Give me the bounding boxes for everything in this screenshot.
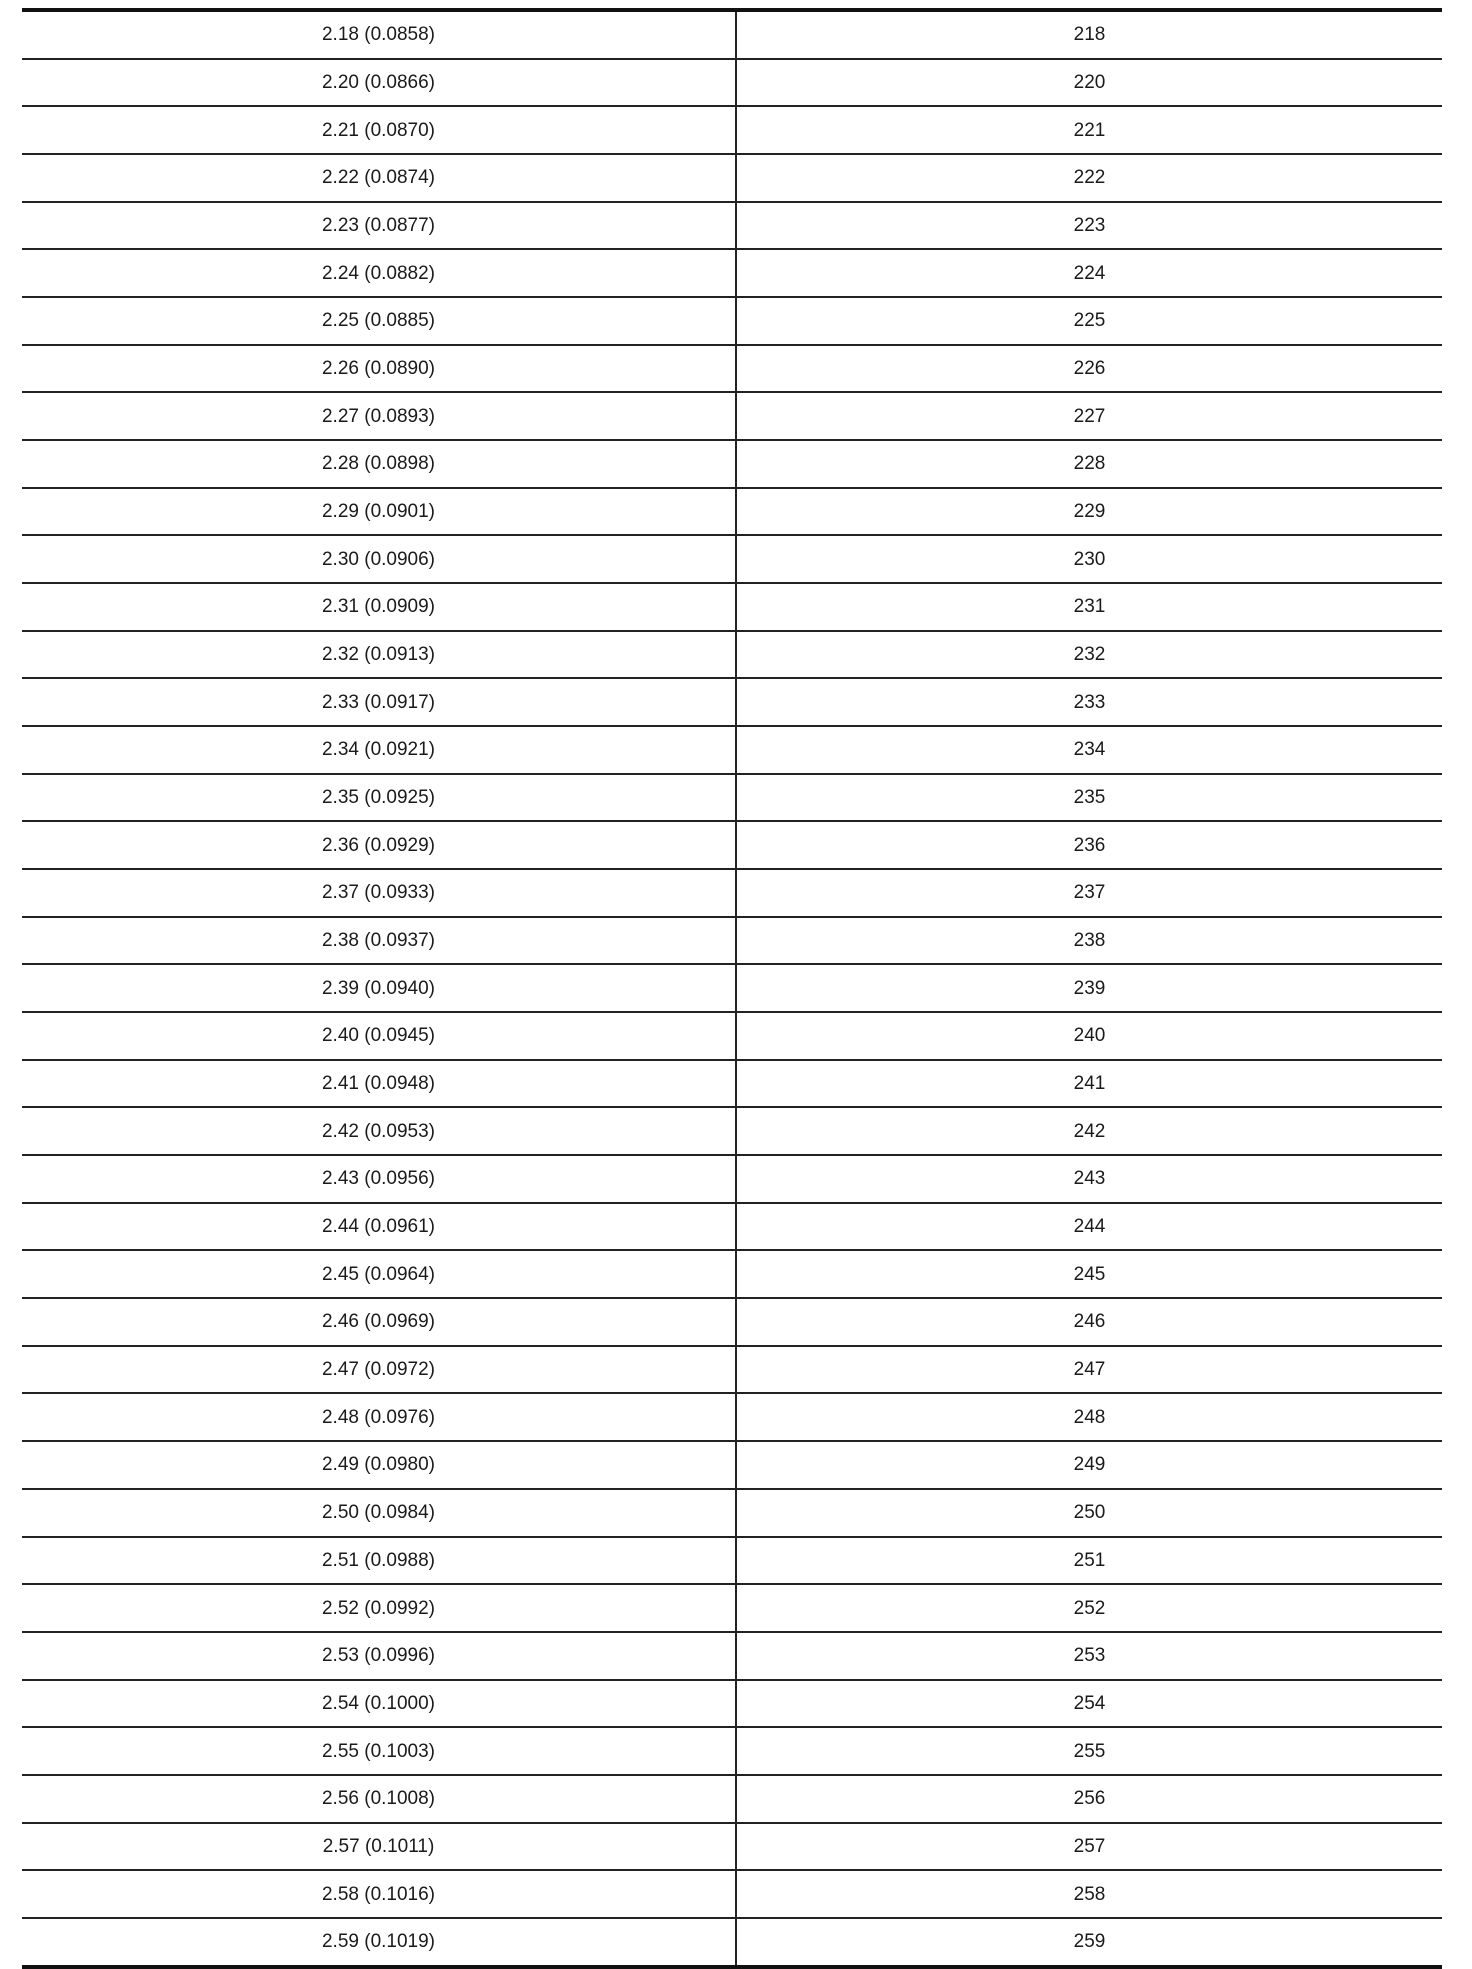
cell-value: 243 — [736, 1155, 1442, 1203]
table-row — [22, 345, 1442, 393]
cell-measurement: 2.33 (0.0917) — [22, 678, 736, 726]
cell-measurement: 2.23 (0.0877) — [22, 202, 736, 250]
table-row — [22, 1298, 1442, 1346]
cell-value: 259 — [1073, 1931, 1106, 1953]
cell-value: 251 — [736, 1537, 1442, 1585]
table-row — [22, 1727, 1442, 1775]
cell-measurement: 2.25 (0.0885) — [22, 297, 736, 345]
cell-measurement: 2.31 (0.0909) — [22, 583, 736, 631]
cell-measurement: 2.44 (0.0961) — [22, 1203, 736, 1251]
table-row — [22, 1918, 1442, 1965]
table-row — [22, 1680, 1442, 1728]
cell-measurement: 2.57 (0.1011) — [22, 1823, 736, 1871]
table-row — [22, 1250, 1442, 1298]
table-row — [22, 583, 1442, 631]
table-row — [22, 1870, 1442, 1918]
table-row — [22, 1632, 1442, 1680]
table-row — [22, 249, 1442, 297]
cell-measurement: 2.43 (0.0956) — [22, 1155, 736, 1203]
cell-measurement: 2.36 (0.0929) — [22, 821, 736, 869]
cell-value: 233 — [736, 678, 1442, 726]
cell-value: 236 — [736, 821, 1442, 869]
cell-value: 258 — [736, 1870, 1442, 1918]
table-row — [22, 1346, 1442, 1394]
cell-measurement: 2.46 (0.0969) — [22, 1298, 736, 1346]
cell-value: 256 — [736, 1775, 1442, 1823]
table-row — [22, 106, 1442, 154]
table-row — [22, 1584, 1442, 1632]
table-row — [22, 1012, 1442, 1060]
table-row — [22, 392, 1442, 440]
table-row — [22, 440, 1442, 488]
cell-value: 253 — [736, 1632, 1442, 1680]
cell-value: 223 — [736, 202, 1442, 250]
cell-value: 222 — [736, 154, 1442, 202]
cell-value: 249 — [736, 1441, 1442, 1489]
cell-measurement: 2.28 (0.0898) — [22, 440, 736, 488]
cell-value: 231 — [736, 583, 1442, 631]
table-row — [22, 678, 1442, 726]
cell-measurement: 2.45 (0.0964) — [22, 1250, 736, 1298]
cell-measurement: 2.22 (0.0874) — [22, 154, 736, 202]
cell-value: 238 — [736, 917, 1442, 965]
table-row — [22, 964, 1442, 1012]
cell-measurement: 2.51 (0.0988) — [22, 1537, 736, 1585]
cell-value: 242 — [736, 1107, 1442, 1155]
table-row — [22, 631, 1442, 679]
cell-value: 241 — [736, 1060, 1442, 1108]
table-row — [22, 488, 1442, 536]
table-row — [22, 821, 1442, 869]
cell-value: 237 — [736, 869, 1442, 917]
cell-value: 254 — [736, 1680, 1442, 1728]
cell-measurement: 2.21 (0.0870) — [22, 106, 736, 154]
cell-value: 230 — [736, 535, 1442, 583]
table-row — [22, 1441, 1442, 1489]
cell-measurement: 2.56 (0.1008) — [22, 1775, 736, 1823]
cell-measurement: 2.32 (0.0913) — [22, 631, 736, 679]
table-row — [22, 917, 1442, 965]
cell-value: 227 — [736, 392, 1442, 440]
conversion-table-grid — [22, 12, 1442, 1965]
table-row — [22, 1537, 1442, 1585]
cell-measurement: 2.40 (0.0945) — [22, 1012, 736, 1060]
cell-measurement: 2.59 (0.1019) — [22, 1918, 736, 1965]
cell-value: 247 — [736, 1346, 1442, 1394]
table-row — [22, 1203, 1442, 1251]
table-row — [22, 297, 1442, 345]
cell-measurement: 2.52 (0.0992) — [22, 1584, 736, 1632]
table-row — [22, 774, 1442, 822]
cell-value: 255 — [736, 1727, 1442, 1775]
cell-measurement: 2.26 (0.0890) — [22, 345, 736, 393]
cell-value: 240 — [736, 1012, 1442, 1060]
cell-measurement: 2.50 (0.0984) — [22, 1489, 736, 1537]
table-body — [22, 12, 1442, 1965]
cell-value: 226 — [736, 345, 1442, 393]
table-row — [22, 1393, 1442, 1441]
cell-measurement: 2.42 (0.0953) — [22, 1107, 736, 1155]
cell-measurement: 2.41 (0.0948) — [22, 1060, 736, 1108]
cell-measurement: 2.34 (0.0921) — [22, 726, 736, 774]
cell-value: 228 — [736, 440, 1442, 488]
table-row — [22, 1489, 1442, 1537]
table-row — [22, 154, 1442, 202]
cell-value: 252 — [736, 1584, 1442, 1632]
table-row — [22, 1775, 1442, 1823]
conversion-table — [22, 8, 1442, 1969]
cell-measurement: 2.58 (0.1016) — [22, 1870, 736, 1918]
cell-value: 234 — [736, 726, 1442, 774]
cell-measurement: 2.39 (0.0940) — [22, 964, 736, 1012]
cell-value: 232 — [736, 631, 1442, 679]
cell-value: 250 — [736, 1489, 1442, 1537]
cell-value: 225 — [736, 297, 1442, 345]
cell-value: 246 — [736, 1298, 1442, 1346]
cell-value: 220 — [736, 59, 1442, 107]
cell-measurement: 2.47 (0.0972) — [22, 1346, 736, 1394]
cell-measurement: 2.38 (0.0937) — [22, 917, 736, 965]
cell-value: 239 — [736, 964, 1442, 1012]
table-row — [22, 1107, 1442, 1155]
cell-measurement: 2.49 (0.0980) — [22, 1441, 736, 1489]
cell-measurement: 2.54 (0.1000) — [22, 1680, 736, 1728]
table-row — [22, 1060, 1442, 1108]
cell-value: 257 — [736, 1823, 1442, 1871]
cell-measurement: 2.20 (0.0866) — [22, 59, 736, 107]
table-row — [22, 726, 1442, 774]
cell-value: 218 — [736, 12, 1442, 59]
cell-measurement: 2.18 (0.0858) — [22, 12, 736, 59]
cell-measurement: 2.53 (0.0996) — [22, 1632, 736, 1680]
cell-value: 229 — [736, 488, 1442, 536]
cell-measurement: 2.35 (0.0925) — [22, 774, 736, 822]
cell-value: 244 — [736, 1203, 1442, 1251]
cell-measurement: 2.37 (0.0933) — [22, 869, 736, 917]
table-row — [22, 869, 1442, 917]
cell-measurement: 2.48 (0.0976) — [22, 1393, 736, 1441]
cell-value: 245 — [736, 1250, 1442, 1298]
table-row — [22, 1823, 1442, 1871]
cell-measurement: 2.24 (0.0882) — [22, 249, 736, 297]
cell-value: 221 — [736, 106, 1442, 154]
cell-value: 235 — [736, 774, 1442, 822]
table-row — [22, 12, 1442, 59]
cell-value: 224 — [736, 249, 1442, 297]
cell-measurement: 2.30 (0.0906) — [22, 535, 736, 583]
cell-value: 248 — [736, 1393, 1442, 1441]
table-row — [22, 1155, 1442, 1203]
cell-measurement: 2.29 (0.0901) — [22, 488, 736, 536]
table-row — [22, 535, 1442, 583]
cell-measurement: 2.27 (0.0893) — [22, 392, 736, 440]
cell-measurement: 2.55 (0.1003) — [22, 1727, 736, 1775]
table-row — [22, 202, 1442, 250]
table-row — [22, 59, 1442, 107]
